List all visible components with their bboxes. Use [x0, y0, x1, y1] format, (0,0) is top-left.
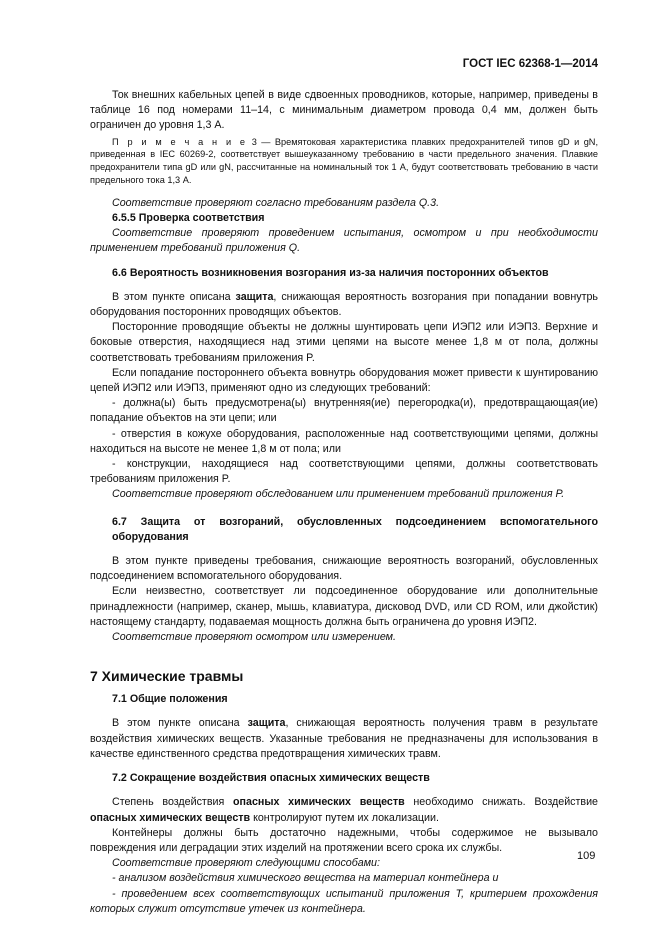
list-item: - проведением всех соответствующих испытаний приложения T, критерием прохождения которых служит отсутствие утечек из контейнера. [90, 887, 598, 915]
paragraph-6-7-power: Если неизвестно, соответствует ли подсоединенное оборудование или дополнительные принадлежности (например, сканер, мышь, клавиатура, дисковод DVD, или CD ROM, или джойстик) настоящему стандарту, подаваемая мощность должна быть ограничена до уровня ИЭП2. [90, 585, 598, 628]
text-run: В этом пункте описана [112, 717, 248, 730]
bold-term-protection: защита [235, 290, 274, 303]
list-item: - конструкции, находящиеся над соответствующими цепями, должны соответствовать требованиям приложения P. [90, 458, 598, 486]
conformity-inspection: Соответствие проверяют осмотром или измерением. [112, 631, 396, 644]
list-item: - должна(ы) быть предусмотрена(ы) внутренняя(ие) перегородка(и), предотвращающая(ие) попадание объектов на эти цепи; или [90, 397, 598, 425]
list-item: - отверстия в кожухе оборудования, расположенные над соответствующими цепями, должны находиться на высоте не менее 1,8 м от пола; или [90, 427, 598, 455]
paragraph-7-2-exposure [90, 795, 598, 825]
page-number: 109 [577, 850, 596, 862]
bold-term-hazardous-chemicals: опасных химических веществ [90, 811, 251, 824]
text-run: , снижающая вероятность возгорания при попадании вовнутрь оборудования посторонних проводящих объектов. [90, 290, 598, 319]
text-run: контролируют путем их локализации. [250, 811, 439, 824]
text-run: необходимо снижать. Воздействие [404, 796, 598, 809]
heading-7-2: 7.2 Сокращение воздействия опасных химических веществ [112, 772, 430, 785]
heading-6-7: 6.7 Защита от возгораний, обусловленных подсоединением вспомогательного оборудования [112, 515, 598, 543]
conformity-methods: Соответствие проверяют следующими способами: [112, 857, 380, 870]
note-3 [90, 136, 598, 187]
heading-7-1: 7.1 Общие положения [112, 693, 228, 706]
paragraph-cable-current: Ток внешних кабельных цепей в виде сдвоенных проводников, которые, например, приведены в таблице 16 под номерами 11–14, с минимальным диаметром провода 0,4 мм, должен быть ограничен до уровня 1,3 А. [90, 89, 598, 132]
note-label: П р и м е ч а н и е [112, 136, 248, 147]
conformity-q: Соответствие проверяют проведением испытания, осмотром и при необходимости применением требований приложения Q. [90, 227, 598, 255]
heading-6-6: 6.6 Вероятность возникновения возгорания из-за наличия посторонних объектов [112, 266, 549, 279]
heading-7: 7 Химические травмы [90, 668, 244, 685]
bold-term-protection: защита [247, 717, 286, 730]
bold-term-hazardous-chemicals: опасных химических веществ [233, 796, 405, 809]
document-id-header: ГОСТ IEC 62368-1—2014 [462, 58, 598, 70]
text-run: Степень воздействия [112, 796, 234, 809]
text-run: В этом пункте описана [112, 290, 236, 303]
paragraph-6-7-intro: В этом пункте приведены требования, снижающие вероятность возгораний, обусловленных подсоединением вспомогательного оборудования. [90, 555, 598, 583]
conformity-p: Соответствие проверяют обследованием или применением требований приложения P. [112, 488, 565, 501]
paragraph-7-2-containers: Контейнеры должны быть достаточно надежными, чтобы содержимое не вызывало повреждения или деградации этих изделий на протяжении всего срока их службы. [90, 826, 598, 854]
paragraph-7-1 [90, 716, 598, 762]
paragraph-6-6-intro [90, 290, 598, 320]
list-item: - анализом воздействия химического вещества на материал контейнера и [112, 872, 499, 885]
conformity-q3: Соответствие проверяют согласно требованиям раздела Q.3. [112, 196, 440, 209]
text-run: , снижающая вероятность получения травм в результате воздействия химических веществ. Указанные требования не предназначены для использования в качестве единственного средства предотвращения химических травм. [90, 717, 598, 760]
page-body [90, 88, 598, 917]
note-text: 3 — Времятоковая характеристика плавких предохранителей типов gD и gN, приведенная в IEC 60269-2, соответствует вышеуказанному требованию в части предельного значения. Плавкие предохранители типа gD или gN, рассчитанные на номинальный ток 1 А, будут соответствовать требованию в части предельного тока 1,3 А. [90, 136, 598, 185]
paragraph-6-6-objects: Посторонние проводящие объекты не должны шунтировать цепи ИЭП2 или ИЭП3. Верхние и боковые отверстия, находящиеся над этими цепями на высоте менее 1,8 м от пола, должны соответствовать требованиям приложения P. [90, 321, 598, 364]
paragraph-6-6-shunting: Если попадание постороннего объекта вовнутрь оборудования может привести к шунтированию цепей ИЭП2 или ИЭП3, применяют одно из следующих требований: [90, 366, 598, 395]
heading-6-5-5: 6.5.5 Проверка соответствия [112, 212, 265, 224]
